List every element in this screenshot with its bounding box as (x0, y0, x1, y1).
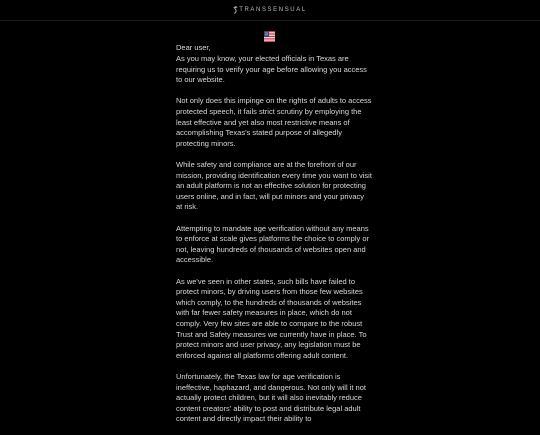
logo-mark-icon (233, 6, 238, 14)
site-logo[interactable] (0, 6, 540, 14)
us-flag-graphic (264, 31, 275, 42)
letter-paragraph-5: As we've seen in other states, such bills have failed to protect minors, by driving users from those few websites which comply, to the hundreds of thousands of websites with far fewer safety measures in place, which do not comply. Very few sites are able to compare to the robust Trust and Safety measures we currently have in place. To protect minors and user privacy, any legislation must be enforced against all platforms offering adult content. (176, 276, 367, 360)
logo-text: TRANSSENSUAL (239, 7, 307, 13)
letter-greeting: Dear user, (176, 43, 211, 52)
letter-paragraph-3: While safety and compliance are at the forefront of our mission, providing identification every time you want to visit an adult platform is not an effective solution for protecting users online, and in fact, will put minors and your privacy at risk. (176, 160, 372, 212)
age-verification-letter (176, 43, 372, 435)
letter-paragraph-4: Attempting to mandate age verification without any means to enforce at scale gives platforms the choice to comply or not, leaving hundreds of thousands of websites open and accessible. (176, 223, 370, 265)
site-header (0, 0, 540, 21)
us-flag-icon[interactable] (264, 29, 275, 40)
letter-paragraph-6: Unfortunately, the Texas law for age verification is ineffective, haphazard, and dangerous. Not only will it not actually protect children, but it will also inevitably reduce content creators' ability to post and distribute legal adult content and directly impact their ability to (176, 371, 366, 424)
letter-paragraph-2: Not only does this impinge on the rights of adults to access protected speech, it fails strict scrutiny by employing the least effective and yet also most restrictive means of accomplishing Texas's stated purpose of allegedly protecting minors. (176, 96, 372, 148)
letter-paragraph-1: As you may know, your elected officials in Texas are requiring us to verify your age before allowing you access to our website. (176, 54, 367, 85)
